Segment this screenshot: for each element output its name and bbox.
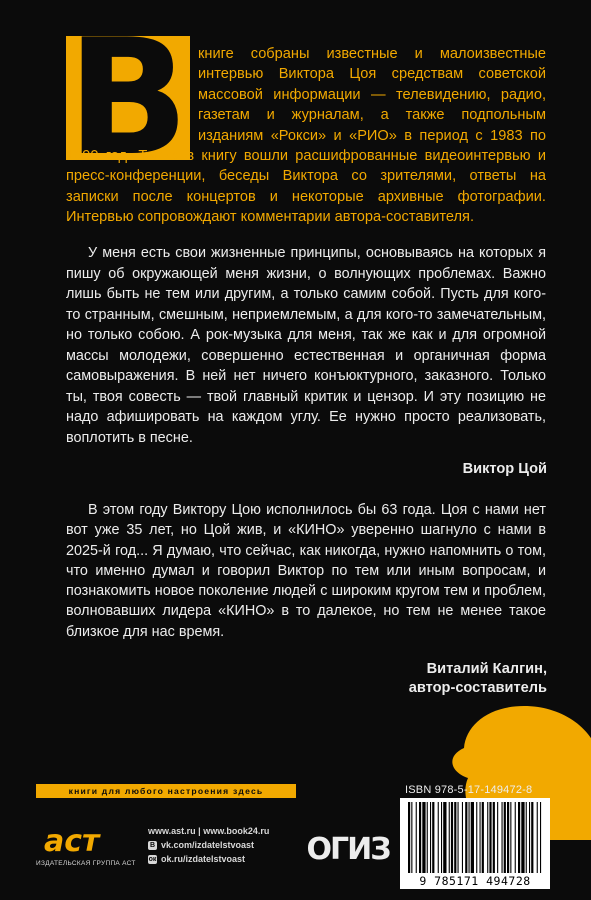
note-author-name: Виталий Калгин, (426, 661, 547, 677)
intro-paragraph (66, 44, 546, 228)
barcode-bars (400, 798, 550, 876)
isbn-label: ISBN 978-5-17-149472-8 (405, 784, 533, 796)
vk-text: vk.com/izdatelstvoast (161, 840, 255, 850)
dropcap-spacer (66, 44, 198, 144)
note-author (409, 660, 547, 698)
ogiz-logo-wordmark: ОГИЗ (306, 832, 390, 867)
compiler-note: В этом году Виктору Цою исполнилось бы 63 года. Цоя с нами нет вот уже 35 лет, но Цой жив, и «КИНО» уверенно шагнуло с нами в 2025-й год... Я думаю, что сейчас, как никогда, нужно напомнить о том, что именно думал и говорил Виктор по тем или иным вопросам, и познакомить новое поколение людей с широким кругом тем и проблем, волновавших лидера «КИНО» в то далекое, но тем не менее такое близкое для нас время. (66, 502, 546, 640)
drop-cap-letter: В (67, 36, 189, 160)
tsoi-quote: У меня есть свои жизненные принципы, основываясь на которых я пишу об окружающей меня жизни, о волнующих проблемах. Важно лишь быть не тем или другим, а только самим собой. Пусть для кого-то странным, смешным, неприемлемым, а для кого-то замечательным, но только собою. А рок-музыка для меня, так же как и для огромной массы молодежи, совершенно естественная и органичная форма самовыражения. В ней нет ничего конъюктурного, заказного. Только ты, твоя совесть — твой главный критик и цензор. И эту позицию не надо афишировать на каждом углу. Ее нужно просто реализовать, воплотить в песне. (66, 245, 546, 446)
quote-author: Виктор Цой (462, 461, 547, 477)
ok-icon: ок (148, 855, 157, 863)
ast-logo-wordmark: аст (44, 824, 100, 859)
ogiz-logo (303, 815, 393, 875)
sites-row (148, 824, 269, 838)
intro-text: книге собраны известные и малоизвестные интервью Виктора Цоя средствам советской массовой информации — телевидению, радио, газетам и журналам, а также подпольным изданиям «Рокси» и «РИО» в период с 1983 по 1990 год. Также в книгу вошли расшифрованные видеоинтервью и пресс-конференции, беседы Виктора со зрителями, ответы на записки после концертов и некоторые архивные фотографии. Интервью сопровождают комментарии автора-составителя. (66, 46, 546, 226)
publisher-links (148, 824, 269, 866)
sites-text: www.ast.ru | www.book24.ru (148, 826, 270, 836)
note-author-role: автор-составитель (408, 680, 547, 696)
ok-row (148, 852, 269, 866)
ok-text: ok.ru/izdatelstvoast (161, 854, 246, 864)
vk-icon: В (149, 841, 156, 849)
series-tagline: книги для любого настроения здесь (36, 784, 296, 798)
ast-caption: ИЗДАТЕЛЬСКАЯ ГРУППА АСТ (36, 860, 136, 867)
vk-row (148, 838, 269, 852)
barcode-digits: 9 785171 494728 (400, 873, 550, 889)
